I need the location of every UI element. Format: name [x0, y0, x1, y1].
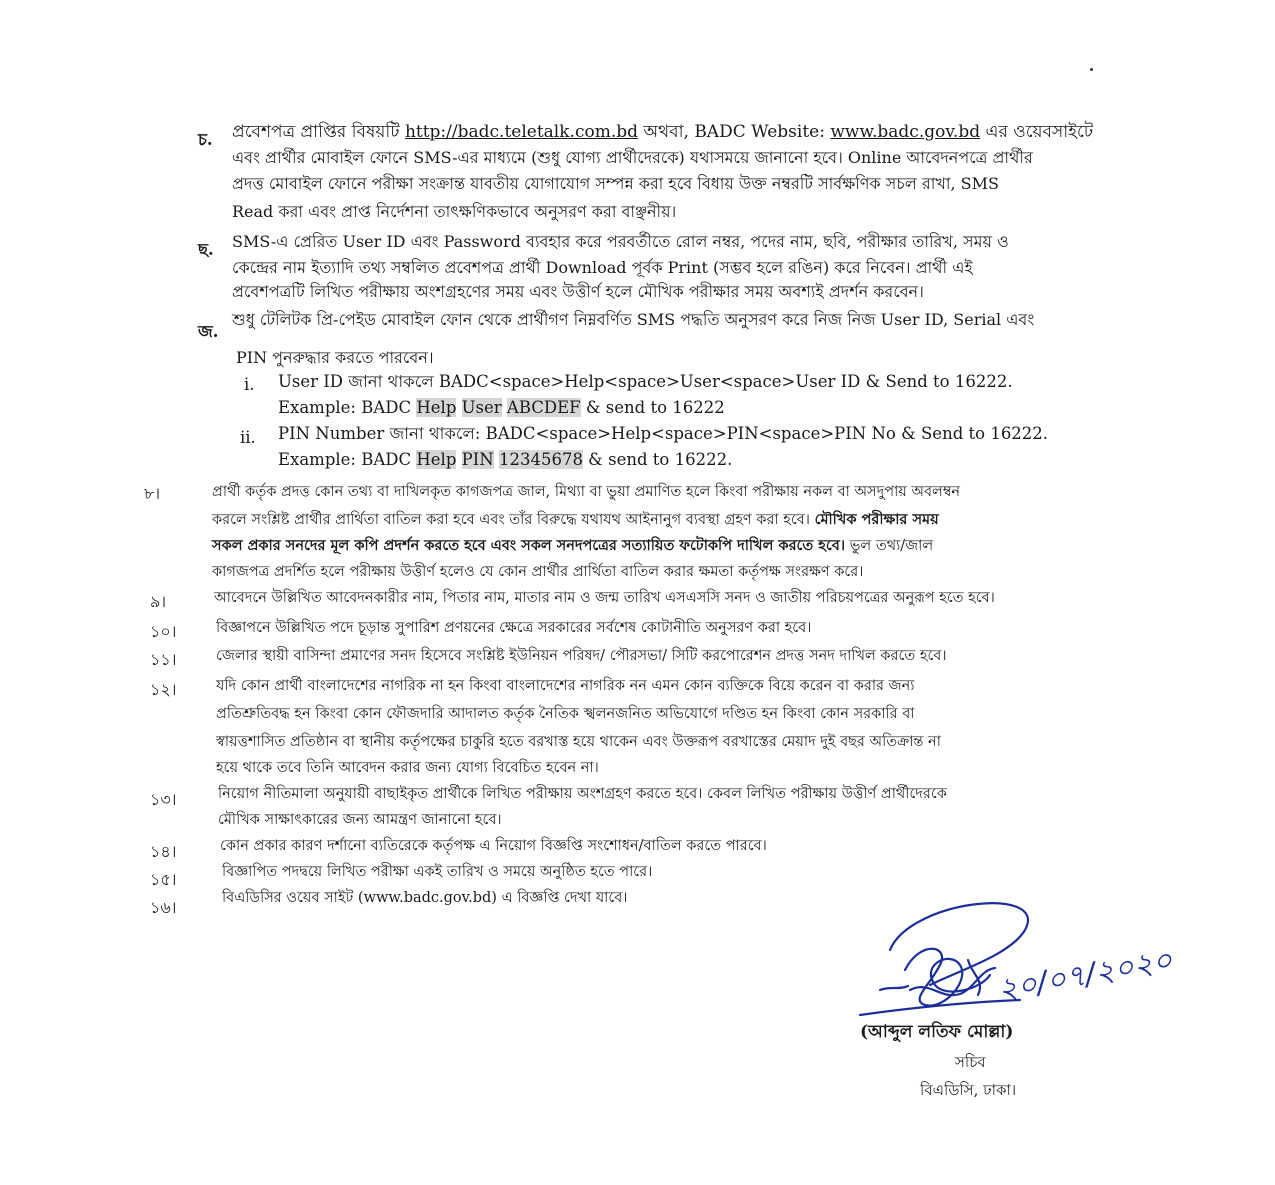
item-8-line-2 — [212, 510, 939, 530]
item-8-number: ৮। — [144, 484, 161, 503]
item-8-line-2-bold: মৌখিক পরীক্ষার সময় — [814, 511, 939, 528]
item-cha-line-2: এবং প্রার্থীর মোবাইল ফোনে SMS-এর মাধ্যমে (শুধু যোগ্য প্রার্থীদেরকে) যথাসময়ে জানানো হবে। Online আবেদনপত্রে প্রার্থীর — [232, 148, 1033, 167]
sub-i-example-code: ABCDEF — [506, 398, 581, 417]
item-12-line-2: প্রতিশ্রুতিবদ্ধ হন কিংবা কোন ফৌজদারি আদালত কর্তৃক নৈতিক স্খলনজনিত অভিযোগে দণ্ডিত হন কিংবা কোন সরকারি বা — [216, 706, 915, 722]
sub-i-line-1: User ID জানা থাকলে BADC<space>Help<space>User<space>User ID & Send to 16222. — [278, 372, 1013, 391]
sub-i-example-prefix: Example: BADC — [278, 398, 417, 417]
item-13-line-2: মৌখিক সাক্ষাৎকারের জন্য আমন্ত্রণ জানানো হবে। — [218, 812, 502, 828]
item-14-number: ১৪। — [150, 842, 177, 861]
item-10-number: ১০। — [150, 622, 177, 641]
signatory-name: (আব্দুল লতিফ মোল্লা) — [860, 1022, 1014, 1042]
item-11-line-1: জেলার স্থায়ী বাসিন্দা প্রমাণের সনদ হিসেবে সংশ্লিষ্ট ইউনিয়ন পরিষদ/ পৌরসভা/ সিটি করপোরেশন প্রদত্ত সনদ দাখিল করতে হবে। — [216, 648, 947, 664]
badc-website-link[interactable]: www.badc.gov.bd — [830, 122, 981, 142]
sub-i-example — [278, 398, 725, 418]
sub-ii-example-code: 12345678 — [498, 450, 583, 469]
item-13-number: ১৩। — [150, 790, 177, 809]
sub-i-example-suffix: & send to 16222 — [580, 398, 725, 417]
item-chha-line-2: কেন্দ্রের নাম ইত্যাদি তথ্য সম্বলিত প্রবেশপত্র প্রার্থী Download পূর্বক Print (সম্ভব হলে রঙিন) করে নিবেন। প্রার্থী এই — [232, 258, 973, 277]
item-chha-line-3: প্রবেশপত্রটি লিখিত পরীক্ষায় অংশগ্রহণের সময় এবং উত্তীর্ণ হলে মৌখিক পরীক্ষার সময় অবশ্যই প্রদর্শন করবেন। — [232, 282, 924, 301]
item-9-line-1: আবেদনে উল্লিখিত আবেদনকারীর নাম, পিতার নাম, মাতার নাম ও জন্ম তারিখ এসএসসি সনদ ও জাতীয় পরিচয়পত্রের অনুরূপ হতে হবে। — [214, 590, 995, 606]
item-12-number: ১২। — [150, 680, 177, 699]
item-10-line-1: বিজ্ঞাপনে উল্লিখিত পদে চূড়ান্ত সুপারিশ প্রণয়নের ক্ষেত্রে সরকারের সর্বশেষ কোটানীতি অনুসরণ করা হবে। — [216, 620, 812, 636]
item-ja-line-2: PIN পুনরুদ্ধার করতে পারবেন। — [236, 348, 434, 367]
item-cha-line-4: Read করা এবং প্রাপ্ত নির্দেশনা তাৎক্ষণিকভাবে অনুসরণ করা বাঞ্ছনীয়। — [232, 202, 677, 221]
sub-ii-example-help: Help — [416, 450, 457, 469]
item-8-line-4: কাগজপত্র প্রদর্শিত হলে পরীক্ষায় উত্তীর্ণ হলেও যে কোন প্রার্থীর প্রার্থিতা বাতিল করার ক্ষমতা কর্তৃপক্ষ সংরক্ষণ করে। — [212, 564, 864, 580]
item-cha-label: চ. — [198, 130, 213, 149]
item-cha-text-b: অথবা, BADC Website: — [637, 122, 831, 142]
sub-ii-example-prefix: Example: BADC — [278, 450, 417, 469]
item-16-line-1: বিএডিসির ওয়েব সাইট (www.badc.gov.bd) এ বিজ্ঞপ্তি দেখা যাবে। — [222, 890, 628, 906]
item-12-line-3: স্বায়ত্তশাসিত প্রতিষ্ঠান বা স্থানীয় কর্তৃপক্ষের চাকুরি হতে বরখাস্ত হয়ে থাকেন এবং উক্তরূপ বরখাস্তের মেয়াদ দুই বছর অতিক্রান্ত না — [216, 734, 941, 750]
item-8-line-3-bold: সকল প্রকার সনদের মূল কপি প্রদর্শন করতে হবে এবং সকল সনদপত্রের সত্যায়িত ফটোকপি দাখিল করতে হবে। — [212, 537, 845, 554]
signatory-title: সচিব — [955, 1053, 986, 1071]
item-cha-text-a: প্রবেশপত্র প্রাপ্তির বিষয়টি — [232, 122, 405, 142]
item-8-line-3 — [212, 536, 933, 556]
teletalk-link[interactable]: http://badc.teletalk.com.bd — [404, 122, 638, 142]
sub-ii-label: ii. — [240, 428, 256, 447]
item-chha-label: ছ. — [198, 240, 214, 259]
item-12-line-1: যদি কোন প্রার্থী বাংলাদেশের নাগরিক না হন কিংবা বাংলাদেশের নাগরিক নন এমন কোন ব্যক্তিকে বিয়ে করেন বা করার জন্য — [216, 678, 915, 694]
sub-i-example-user: User — [461, 398, 502, 417]
item-chha-line-1: SMS-এ প্রেরিত User ID এবং Password ব্যবহার করে পরবর্তীতে রোল নম্বর, পদের নাম, ছবি, পরীক্ষার তারিখ, সময় ও — [232, 232, 1009, 251]
item-12-line-4: হয়ে থাকে তবে তিনি আবেদন করার জন্য যোগ্য বিবেচিত হবেন না। — [216, 760, 599, 776]
item-cha-text-c: এর ওয়েবসাইটে — [980, 122, 1094, 142]
sub-ii-example-pin: PIN — [461, 450, 494, 469]
handwritten-date: ২০/০৭/২০২০ — [995, 942, 1175, 1008]
item-8-line-2-text: করলে সংশ্লিষ্ট প্রার্থীর প্রার্থিতা বাতিল করা হবে এবং তাঁর বিরুদ্ধে যথাযথ আইনানুগ ব্যবস্থা গ্রহণ করা হবে। — [212, 512, 815, 528]
item-ja-label: জ. — [198, 322, 219, 341]
item-8-line-3-text: ভুল তথ্য/জাল — [845, 538, 934, 554]
sub-ii-example — [278, 450, 732, 470]
item-14-line-1: কোন প্রকার কারণ দর্শানো ব্যতিরেকে কর্তৃপক্ষ এ নিয়োগ বিজ্ঞপ্তি সংশোধন/বাতিল করতে পারবে। — [220, 838, 767, 854]
item-cha-line-1 — [232, 122, 1093, 142]
sub-i-example-help: Help — [416, 398, 457, 417]
item-11-number: ১১। — [150, 650, 177, 669]
sub-ii-line-1: PIN Number জানা থাকলে: BADC<space>Help<space>PIN<space>PIN No & Send to 16222. — [278, 424, 1049, 443]
item-16-number: ১৬। — [150, 898, 177, 917]
item-8-line-1: প্রার্থী কর্তৃক প্রদত্ত কোন তথ্য বা দাখিলকৃত কাগজপত্র জাল, মিথ্যা বা ভুয়া প্রমাণিত হলে কিংবা পরীক্ষায় নকল বা অসদুপায় অবলম্বন — [212, 484, 961, 500]
item-ja-line-1: শুধু টেলিটক প্রি-পেইড মোবাইল ফোন থেকে প্রার্থীগণ নিম্নবর্ণিত SMS পদ্ধতি অনুসরণ করে নিজ নিজ User ID, Serial এবং — [232, 310, 1035, 329]
item-13-line-1: নিয়োগ নীতিমালা অনুযায়ী বাছাইকৃত প্রার্থীকে লিখিত পরীক্ষায় অংশগ্রহণ করতে হবে। কেবল লিখিত পরীক্ষায় উত্তীর্ণ প্রার্থীদেরকে — [218, 786, 947, 802]
item-15-line-1: বিজ্ঞাপিত পদদ্বয়ে লিখিত পরীক্ষা একই তারিখ ও সময়ে অনুষ্ঠিত হতে পারে। — [222, 864, 653, 880]
sub-ii-example-suffix: & send to 16222. — [582, 450, 733, 469]
item-cha-line-3: প্রদত্ত মোবাইল ফোনে পরীক্ষা সংক্রান্ত যাবতীয় যোগাযোগ সম্পন্ন করা হবে বিধায় উক্ত নম্বরটি সার্বক্ষণিক সচল রাখা, SMS — [232, 174, 999, 193]
speck — [1090, 68, 1093, 71]
item-15-number: ১৫। — [150, 870, 177, 889]
item-9-number: ৯। — [150, 592, 167, 611]
signatory-office: বিএডিসি, ঢাকা। — [920, 1081, 1017, 1099]
sub-i-label: i. — [244, 375, 255, 394]
